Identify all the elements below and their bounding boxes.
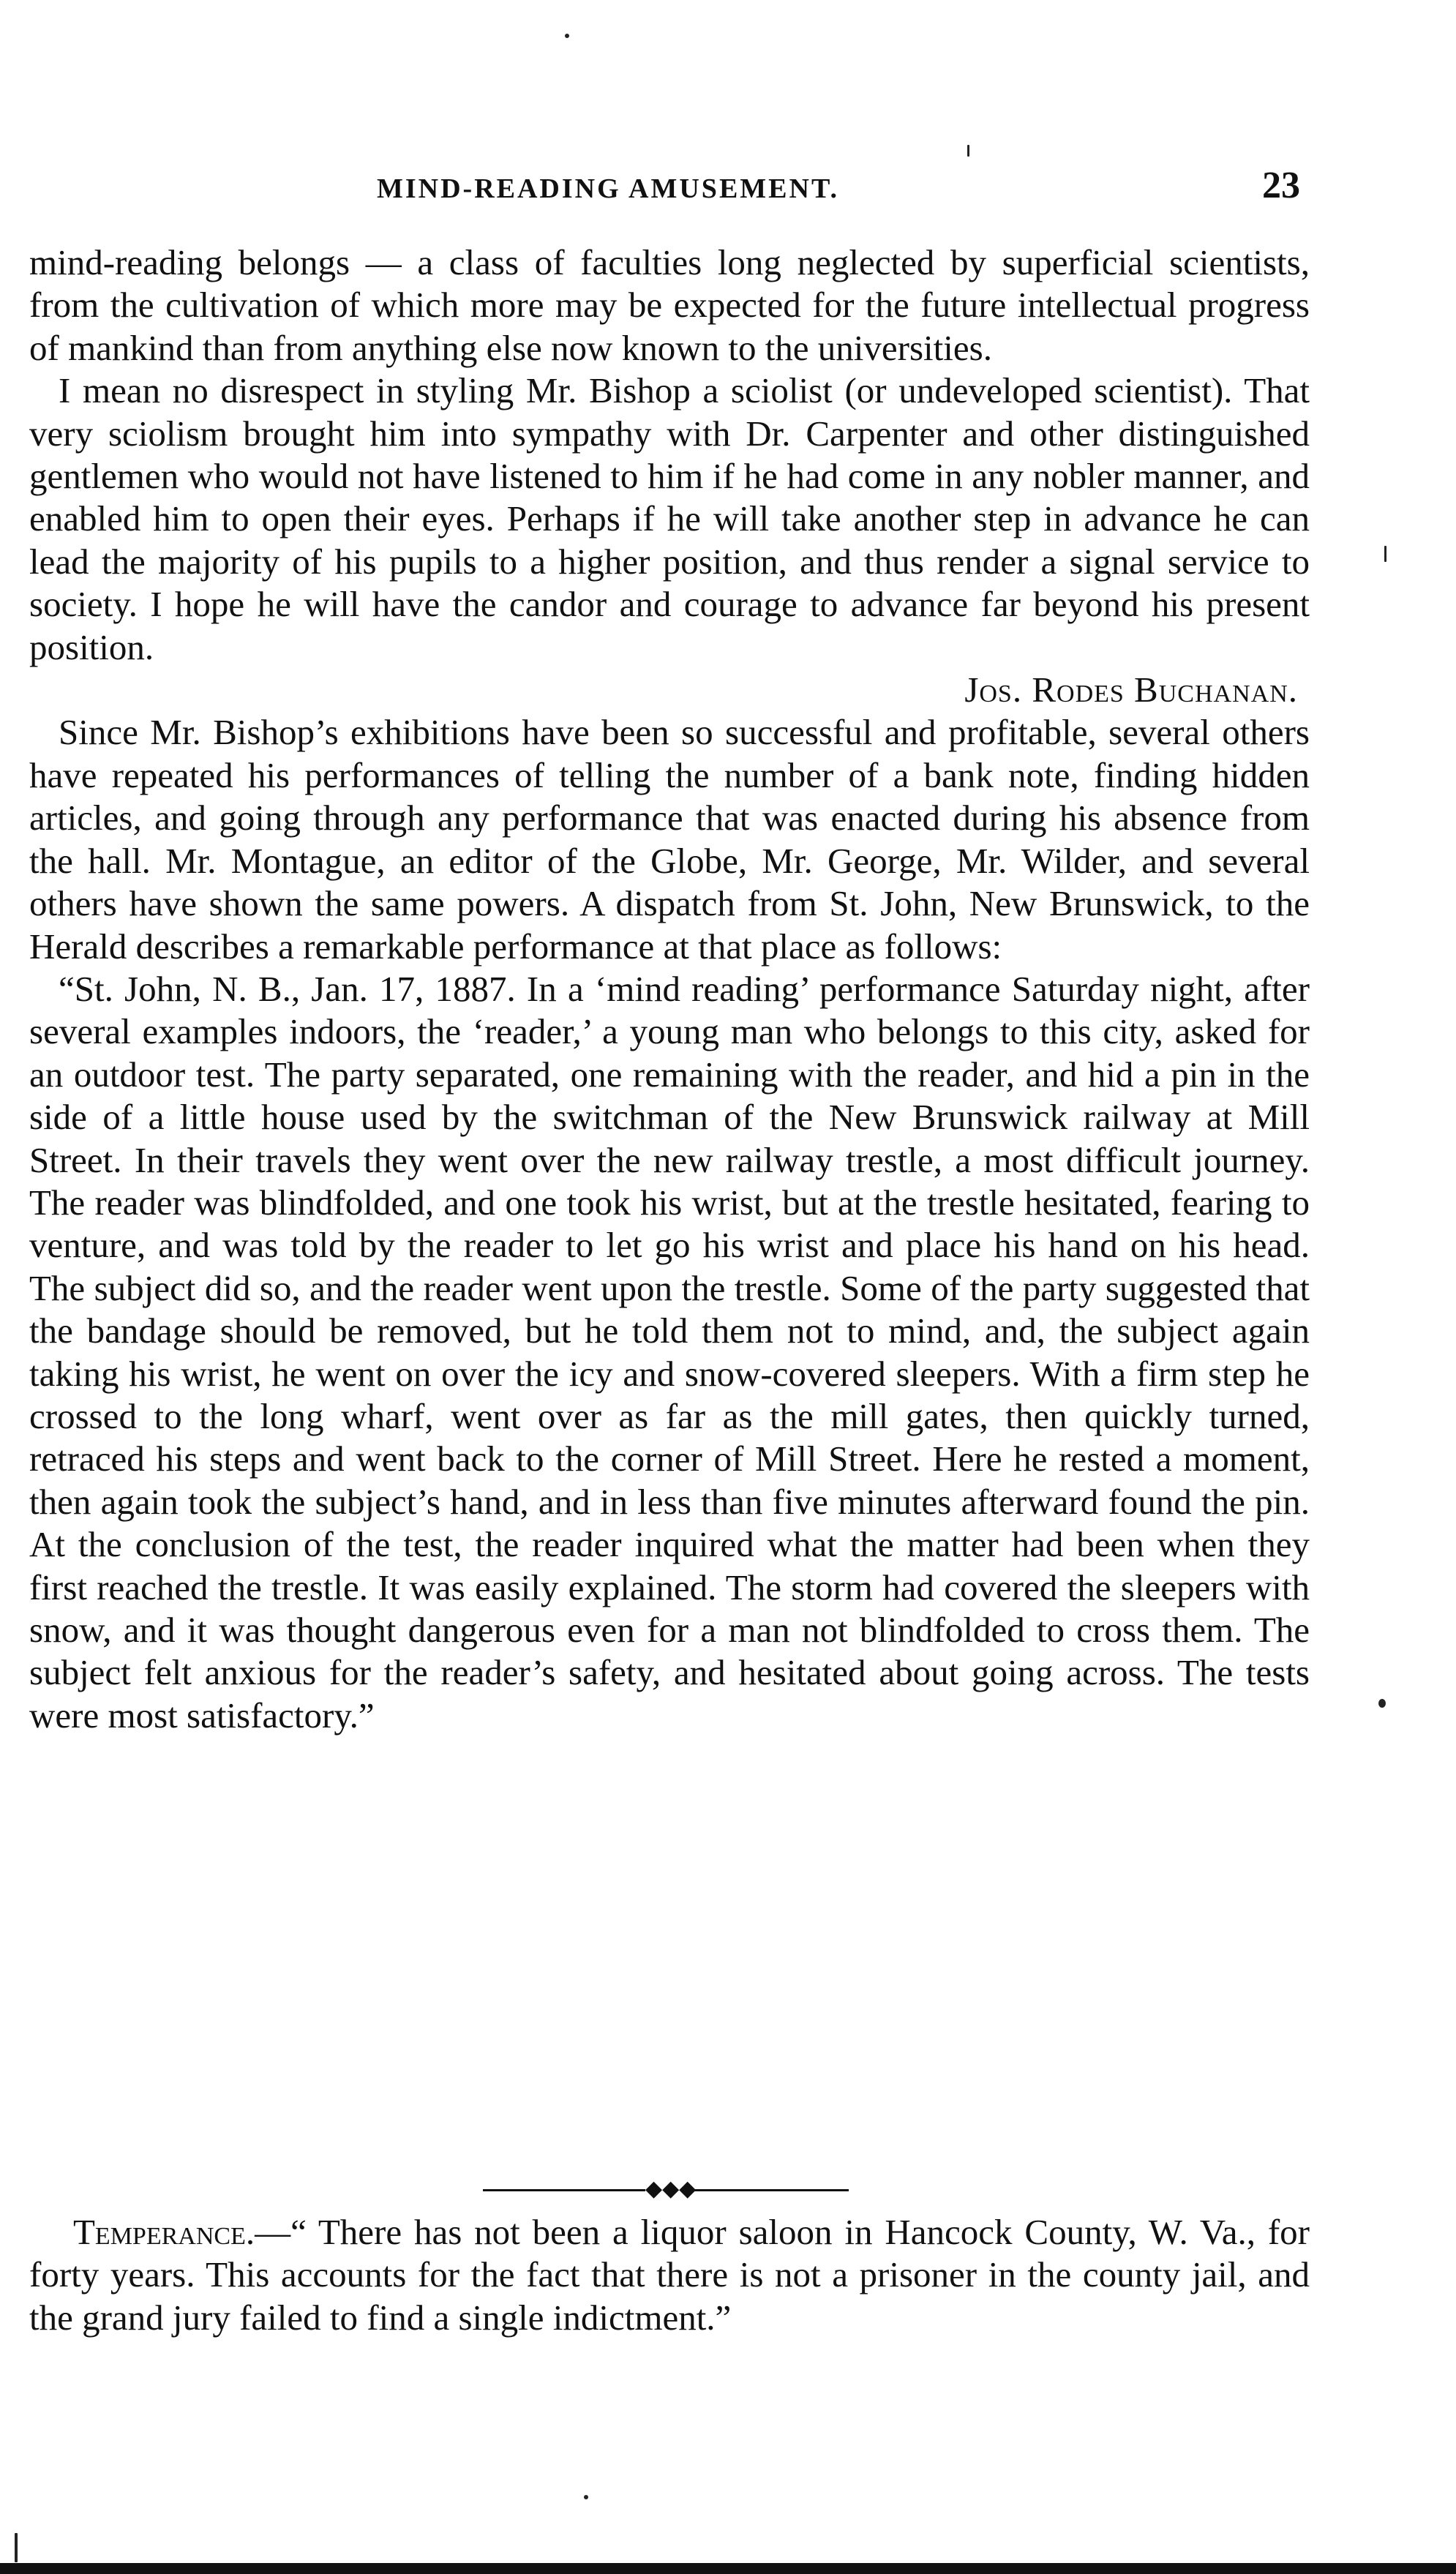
paragraph-disrespect: I mean no disrespect in styling Mr. Bishop a sciolist (or undeveloped scientist). That very sciolism brought him into sympathy with Dr. Carpenter and other distinguished gentlemen who would not have listened to him if he had come in any nobler manner, and enabled him to open their eyes. Perhaps if he will take another step in advance he can lead the majority of his pupils to a higher position, and thus render a signal service to society. I hope he will have the candor and courage to advance far beyond his present position.	[29, 370, 1310, 667]
paragraph-exhibitions: Since Mr. Bishop’s exhibitions have been so successful and profitable, several others have repeated his performances of telling the number of a bank note, finding hidden articles, and going through any performance that was enacted during his absence from the hall. Mr. Montague, an editor of the Globe, Mr. George, Mr. Wilder, and several others have shown the same powers. A dispatch from St. John, New Brunswick, to the Herald describes a remarkable performance at that place as follows:	[29, 712, 1310, 967]
main-text	[29, 241, 1310, 1737]
page-bottom-edge	[0, 2563, 1456, 2574]
speck-mark	[15, 2533, 18, 2562]
running-title: MIND-READING AMUSEMENT.	[377, 173, 839, 204]
signature: Jos. Rodes Buchanan.	[964, 669, 1298, 710]
speck-mark	[1378, 1699, 1386, 1708]
speck-mark	[565, 34, 569, 38]
page-number: 23	[1262, 165, 1300, 206]
temperance-dash: —	[255, 2212, 291, 2252]
section-divider	[483, 2177, 849, 2201]
paragraph-dispatch-quote: “St. John, N. B., Jan. 17, 1887. In a ‘mind reading’ performance Saturday night, after several examples indoors, the ‘reader,’ a young man who belongs to this city, asked for an outdoor test. The party separated, one remaining with the reader, and hid a pin in the side of a little house used by the switchman of the New Brunswick railway at Mill Street. In their travels they went over the new railway trestle, a most difficult journey. The reader was blindfolded, and one took his wrist, but at the trestle hesitated, fearing to venture, and was told by the reader to let go his wrist and place his hand on his head. The subject did so, and the reader went upon the trestle. Some of the party suggested that the bandage should be removed, but he told them not to mind, and, the subject again taking his wrist, he went on over the icy and snow-covered sleepers. With a firm step he crossed to the long wharf, went over as far as the mill gates, then quickly turned, retraced his steps and went back to the corner of Mill Street. Here he rested a moment, then again took the subject’s hand, and in less than five minutes afterward found the pin. At the conclusion of the test, the reader inquired what the matter had been when they first reached the trestle. It was easily explained. The storm had covered the sleepers with snow, and it was thought dangerous even for a man not blindfolded to cross them. The subject felt anxious for the reader’s safety, and hesitated about going across. The tests were most satisfactory.”	[29, 968, 1310, 1736]
divider-ornament: ◆◆◆	[645, 2175, 689, 2204]
paragraph-continuation: mind-reading belongs — a class of faculties long neglected by superficial scientists, from the cultivation of which more may be expected for the future intellectual progress of mankind than from anything else now known to the universities.	[29, 242, 1310, 368]
temperance-paragraph	[29, 2211, 1310, 2339]
speck-mark	[584, 2495, 588, 2499]
speck-mark	[967, 145, 969, 157]
temperance-text: “ There has not been a liquor saloon in Hancock County, W. Va., for forty years. This accounts for the fact that there is not a prisoner in the county jail, and the grand jury failed to find a single indictment.”	[29, 2212, 1310, 2338]
temperance-heading: Temperance.	[73, 2212, 255, 2252]
speck-mark	[1384, 546, 1386, 562]
running-head	[29, 167, 1310, 211]
temperance-section	[29, 2211, 1310, 2339]
